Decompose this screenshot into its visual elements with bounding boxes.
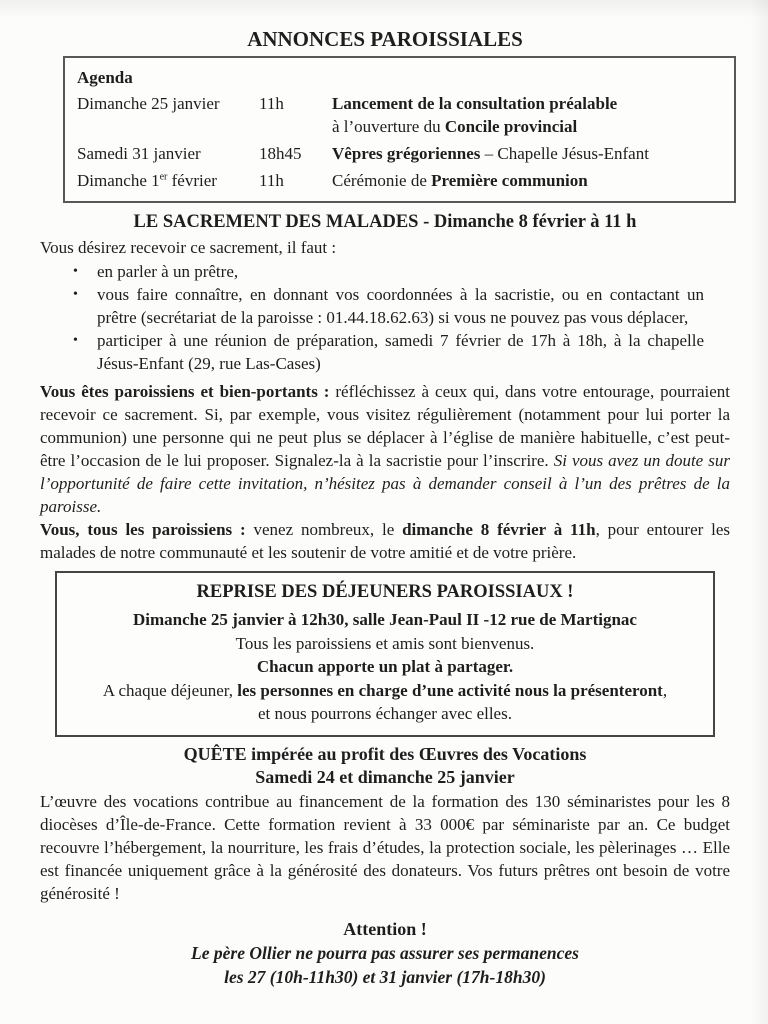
dejeuners-date-line: Dimanche 25 janvier à 12h30, salle Jean-Paul II -12 rue de Martignac (133, 610, 637, 629)
dejeuners-line-mixed (73, 679, 697, 703)
bullet-icon: • (73, 287, 78, 302)
agenda-box (63, 56, 736, 203)
bullet-item (73, 283, 730, 329)
section-title-sacrement: LE SACREMENT DES MALADES - Dimanche 8 février à 11 h (133, 212, 637, 232)
dejeuners-title: REPRISE DES DÉJEUNERS PAROISSIAUX ! (196, 582, 574, 602)
paragraph-tous-paroissiens (40, 518, 730, 564)
agenda-date-text: Dimanche 1 (77, 171, 160, 190)
bullet-text: participer à une réunion de préparation, samedi 7 février de 17h à 18h, à la chapelle Jésus-Enfant (29, rue Las-Cases) (97, 331, 704, 373)
line-text: A chaque déjeuner, (102, 680, 238, 700)
line-text: , (662, 680, 668, 700)
agenda-description (332, 142, 722, 165)
agenda-date: Samedi 31 janvier (77, 144, 201, 163)
agenda-time: 11h (259, 94, 284, 113)
agenda-time: 18h45 (259, 144, 302, 163)
agenda-row (77, 92, 722, 138)
dejeuners-line: Tous les paroissiens et amis sont bienvenus. (235, 633, 535, 653)
paragraph-lead-bold: Vous êtes paroissiens et bien-portants : (40, 382, 330, 401)
paragraph-text: , pour entourer les malades de notre communauté et les soutenir de votre amitié et de votre prière. (40, 520, 731, 562)
agenda-desc-bold: Vêpres grégoriennes (332, 144, 481, 163)
agenda-desc-line2: à l’ouverture du (332, 117, 445, 136)
agenda-desc-bold: Lancement de la consultation préalable (332, 94, 618, 113)
paragraph-text: réfléchissez à ceux qui, dans votre entourage, pourraient recevoir ce sacrement. Si, par exemple, vous visitez régulièrement (notamment pour lui porter la communion) une personne qui ne peut plus se déplacer à l’église de manière habituelle, c’est peut-être l’occasion de le lui proposer. Signalez-la à la sacristie pour l’inscrire. (40, 382, 730, 470)
paragraph-italic-note: Si vous avez un doute sur l’opportunité de faire cette invitation, n’hésitez pas à demander conseil à l’un des prêtres de la paroisse. (40, 451, 731, 516)
quete-title-line1: QUÊTE impérée au profit des Œuvres des Vocations (183, 743, 587, 764)
paragraph-text: venez nombreux, le (245, 520, 403, 539)
bullet-icon: • (73, 333, 78, 348)
attention-title: Attention ! (343, 918, 427, 939)
line-bold: les personnes en charge d’une activité nous la présenteront (237, 680, 663, 700)
attention-section (40, 917, 730, 989)
agenda-heading: Agenda (77, 68, 133, 87)
quete-body: L’œuvre des vocations contribue au financement de la formation des 130 séminaristes pour les 8 diocèses d’Île-de-France. Cette formation revient à 33 000€ par séminariste par an. Ce budget recouvre l’hébergement, la nourriture, les frais d’études, la protection sociale, les pèlerinages … Elle est financée uniquement grâce à la générosité des donateurs. Vos futurs prêtres ont besoin de votre générosité ! (40, 791, 730, 903)
agenda-row (77, 169, 722, 192)
dejeuners-box (55, 571, 715, 737)
agenda-desc-text: – Chapelle Jésus-Enfant (480, 144, 649, 163)
page-title: ANNONCES PAROISSIALES (247, 27, 523, 51)
bullet-text: vous faire connaître, en donnant vos coordonnées à la sacristie, ou en contactant un prêtre (secrétariat de la paroisse : 01.44.18.62.63) si vous ne pouvez pas vous déplacer, (97, 285, 704, 327)
agenda-description (332, 169, 722, 192)
attention-line: Le père Ollier ne pourra pas assurer ses permanences (191, 942, 579, 963)
agenda-desc-text: Cérémonie de (332, 171, 432, 190)
agenda-date (77, 169, 259, 192)
agenda-desc-bold: Première communion (431, 171, 588, 190)
bullet-icon: • (73, 264, 78, 279)
dejeuners-line: et nous pourrons échanger avec elles. (258, 704, 512, 723)
date-emphasis: dimanche 8 février à 11h (402, 520, 596, 539)
paragraph-bien-portants (40, 380, 730, 518)
bullet-item (73, 329, 730, 375)
sacrement-intro: Vous désirez recevoir ce sacrement, il faut : (40, 238, 337, 257)
agenda-description (332, 92, 722, 138)
agenda-date: Dimanche 25 janvier (77, 94, 220, 113)
bullet-list (40, 260, 730, 375)
attention-line: les 27 (10h-11h30) et 31 janvier (17h-18h30) (224, 966, 546, 987)
agenda-desc-line2-bold: Concile provincial (444, 117, 578, 136)
ordinal-superscript: er (159, 171, 168, 183)
paragraph-lead-bold: Vous, tous les paroissiens : (40, 520, 246, 539)
agenda-row (77, 142, 722, 165)
dejeuners-line-bold: Chacun apporte un plat à partager. (256, 657, 514, 676)
bullet-item (73, 260, 730, 283)
quete-title-line2: Samedi 24 et dimanche 25 janvier (255, 767, 515, 787)
bullet-text: en parler à un prêtre, (97, 262, 239, 281)
agenda-time: 11h (259, 171, 284, 190)
agenda-date-text: février (167, 171, 217, 190)
